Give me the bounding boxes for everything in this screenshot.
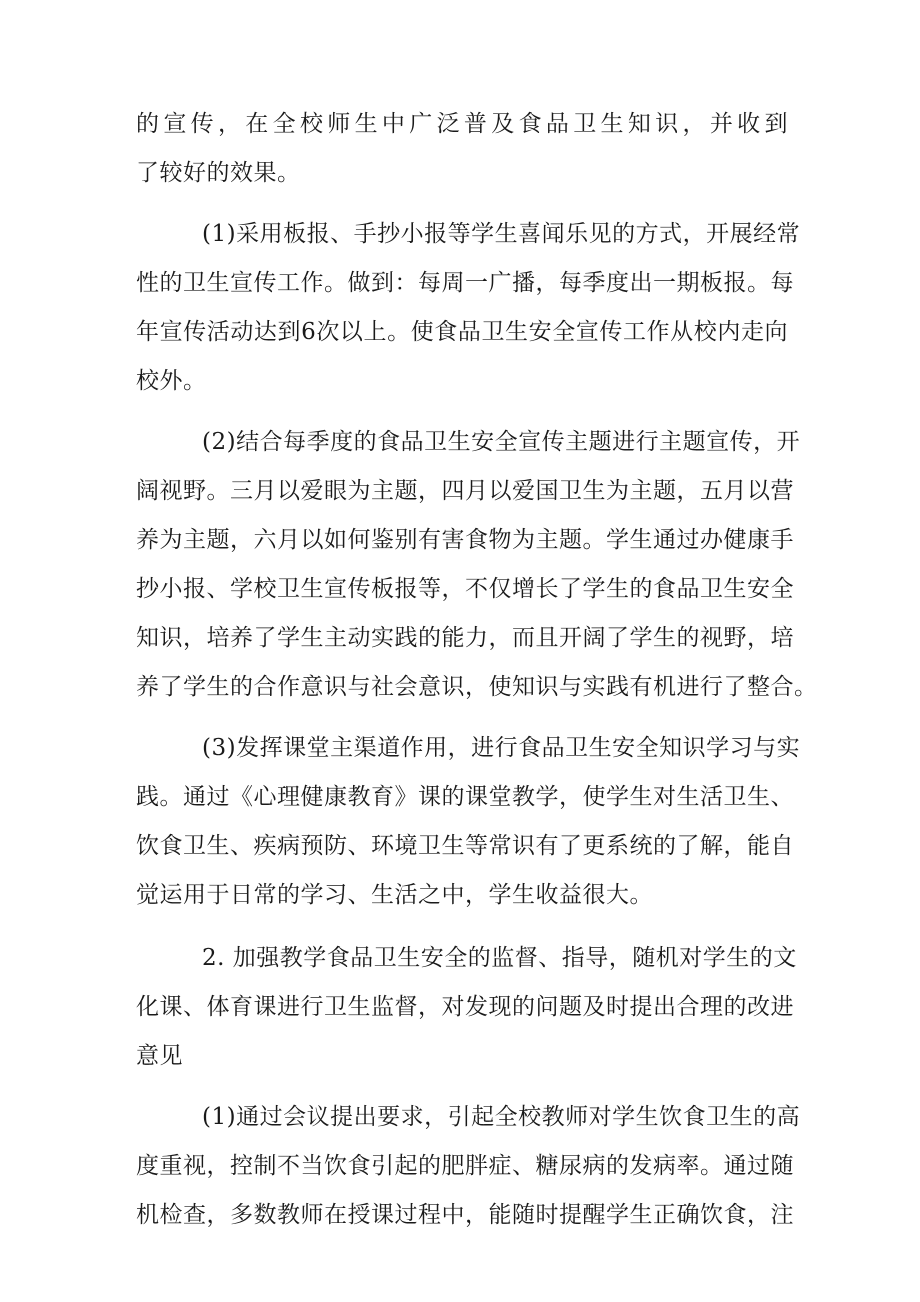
- text-line: 度重视，控制不当饮食引起的肥胖症、糖尿病的发病率。通过随: [136, 1153, 794, 1179]
- text-line: 了较好的效果。: [136, 160, 301, 186]
- text-line: 践。通过《心理健康教育》课的课堂教学，使学生对生活卫生、: [136, 784, 794, 810]
- text-line: 的宣传，在全校师生中广泛普及食品卫生知识，并收到: [136, 111, 788, 137]
- paragraph-item-3: [136, 724, 801, 920]
- document-page: [136, 100, 818, 1240]
- text-line: 意见: [136, 1043, 183, 1069]
- text-line: 年宣传活动达到6次以上。使食品卫生安全宣传工作从校内走向: [136, 319, 788, 345]
- text-line: 机检查，多数教师在授课过程中，能随时提醒学生正确饮食，注: [136, 1202, 794, 1228]
- paragraph-item-2: [136, 418, 818, 712]
- text-line: 阔视野。三月以爱眼为主题，四月以爱国卫生为主题，五月以营: [136, 478, 794, 504]
- text-line: 性的卫生宣传工作。做到：每周一广播，每季度出一期板报。每: [136, 270, 794, 296]
- text-line: 知识，培养了学生主动实践的能力，而且开阔了学生的视野，培: [136, 625, 794, 651]
- text-line: 2. 加强教学食品卫生安全的监督、指导，随机对学生的文: [202, 945, 797, 971]
- paragraph-item-4: [136, 1093, 801, 1240]
- paragraph-item-1: [136, 210, 801, 406]
- text-line: 校外。: [136, 368, 207, 394]
- text-line: 饮食卫生、疾病预防、环境卫生等常识有了更系统的了解，能自: [136, 833, 794, 859]
- text-line: (1)通过会议提出要求，引起全校教师对学生饮食卫生的高: [202, 1104, 801, 1130]
- text-line: 养了学生的合作意识与社会意识，使知识与实践有机进行了整合。: [136, 674, 818, 700]
- text-line: (3)发挥课堂主渠道作用，进行食品卫生安全知识学习与实: [202, 735, 801, 761]
- text-line: 抄小报、学校卫生宣传板报等，不仅增长了学生的食品卫生安全: [136, 576, 794, 602]
- text-line: 觉运用于日常的学习、生活之中，学生收益很大。: [136, 882, 653, 908]
- intro-paragraph: [136, 100, 788, 198]
- text-line: (2)结合每季度的食品卫生安全宣传主题进行主题宣传，开: [202, 429, 801, 455]
- text-line: 化课、体育课进行卫生监督，对发现的问题及时提出合理的改进: [136, 994, 794, 1020]
- text-line: (1)采用板报、手抄小报等学生喜闻乐见的方式，开展经常: [202, 221, 801, 247]
- section-heading-2: [136, 934, 797, 1081]
- text-line: 养为主题，六月以如何鉴别有害食物为主题。学生通过办健康手: [136, 527, 794, 553]
